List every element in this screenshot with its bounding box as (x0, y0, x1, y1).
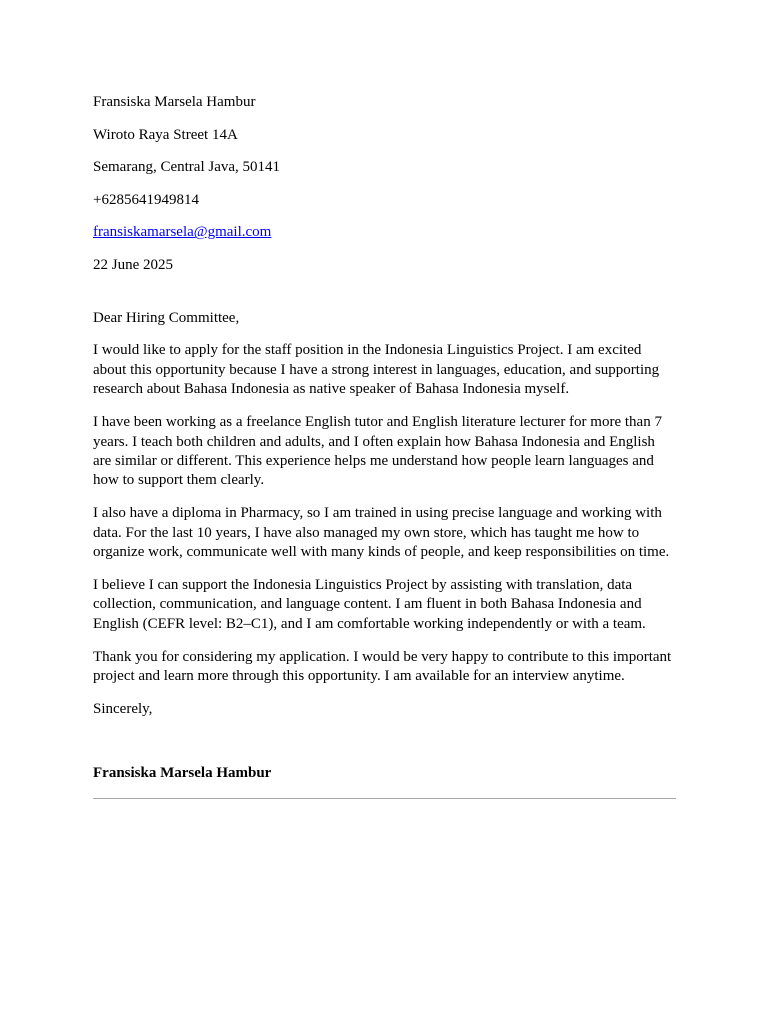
sender-name: Fransiska Marsela Hambur (93, 94, 256, 110)
body-paragraph-4: I believe I can support the Indonesia Linguistics Project by assisting with translation, data collection, communication, and language content. I am fluent in both Bahasa Indonesia and English (CEFR level: B2–C1), and I am comfortable working independently or with a team. (93, 577, 646, 632)
sender-city: Semarang, Central Java, 50141 (93, 159, 281, 176)
body-paragraph-2: I have been working as a freelance English tutor and English literature lecturer for more than 7 years. I teach both children and adults, and I often explain how Bahasa Indonesia and English are similar or different. This experience helps me understand how people learn languages and how to support them clearly. (93, 414, 662, 489)
salutation: Dear Hiring Committee, (93, 309, 240, 326)
closing: Sincerely, (93, 701, 153, 718)
body-paragraph-5: Thank you for considering my application. I would be very happy to contribute to this important project and learn more through this opportunity. I am available for an interview anytime. (93, 648, 672, 685)
signature-name: Fransiska Marsela Hambur (93, 765, 272, 782)
sender-block (93, 92, 676, 275)
letter-date: 22 June 2025 (93, 256, 173, 273)
body-paragraph-1: I would like to apply for the staff position in the Indonesia Linguistics Project. I am excited about this opportunity because I have a strong interest in languages, education, and supporting research about Bahasa Indonesia as native speaker of Bahasa Indonesia myself. (93, 342, 660, 398)
sender-phone: +6285641949814 (93, 191, 199, 208)
sender-street: Wiroto Raya Street 14A (93, 126, 238, 143)
cover-letter-page (93, 92, 676, 807)
sender-email-line (93, 222, 676, 242)
horizontal-divider (93, 798, 676, 799)
body-paragraph-3: I also have a diploma in Pharmacy, so I am trained in using precise language and working with data. For the last 10 years, I have also managed my own store, which has taught me how to organize work, communicate well with many kinds of people, and keep responsibilities on time. (93, 505, 670, 561)
sender-email-link[interactable]: fransiskamarsela@gmail.com (93, 224, 272, 241)
